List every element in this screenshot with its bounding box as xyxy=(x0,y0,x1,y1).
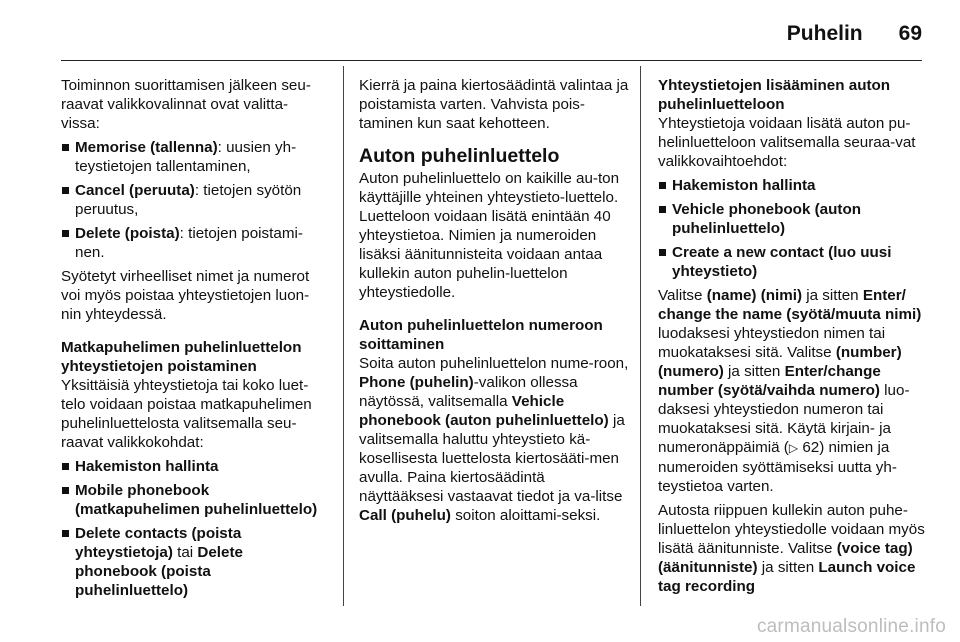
text-run: Valitse xyxy=(658,287,707,304)
menu-label: (voice tag) (äänitunniste) xyxy=(658,540,913,576)
option-description: : tietojen poistami-nen. xyxy=(75,225,303,261)
intro-paragraph: Kierrä ja paina kiertosäädintä valintaa ja poistamista varten. Vahvista pois-taminen kun saat kehotteen. xyxy=(359,77,629,132)
text-run: ja sitten xyxy=(802,287,863,304)
page-number: 69 xyxy=(898,22,922,45)
text-run: Soita auton puhelinluettelon nume-roon, xyxy=(359,355,629,372)
column-2 xyxy=(359,76,629,530)
intro-paragraph: Yhteystietoja voidaan lisätä auton pu-helinluetteloon valitsemalla seuraa-vat valikkovaihtoehdot: xyxy=(658,115,916,170)
section-heading: Auton puhelinluettelo xyxy=(359,145,560,167)
menu-path-label: Delete phonebook (poista puhelinluettelo) xyxy=(75,544,243,599)
text-run: luodaksesi yhteystiedon nimen tai muokataksesi sitä. Valitse xyxy=(658,325,886,361)
list-item xyxy=(61,524,326,600)
section-subheading: Auton puhelinluettelon numeroon soittaminen xyxy=(359,317,603,353)
option-description: : tietojen syötön peruutus, xyxy=(75,182,302,218)
menu-path-label: Hakemiston hallinta xyxy=(75,458,219,475)
menu-path-label: Mobile phonebook (matkapuhelimen puhelinluettelo) xyxy=(75,482,318,518)
menu-label: Vehicle phonebook (auton puhelinluettelo) xyxy=(359,393,609,429)
body-paragraph: Yksittäisiä yhteystietoja tai koko luet-telo voidaan poistaa matkapuhelimen puhelinluettelosta valitsemalla seu-raavat valikkokohdat: xyxy=(61,377,312,451)
column-1 xyxy=(61,76,326,605)
menu-path-label: Create a new contact (luo uusi yhteystieto) xyxy=(672,244,892,280)
option-label: Memorise (tallenna) xyxy=(75,139,218,156)
menu-label: Enter/ change the name (syötä/muuta nimi) xyxy=(658,287,922,323)
body-paragraph xyxy=(658,286,926,496)
text-run: Autosta riippuen kullekin auton puhe-linluettelon yhteystiedolle voidaan myös lisätä äänitunniste. Valitse xyxy=(658,502,925,557)
text-run: 62) nimien ja numeroiden syöttämiseksi uutta yh-teystietoa varten. xyxy=(658,439,897,495)
column-divider-2 xyxy=(640,66,641,606)
text-run: ja sitten xyxy=(757,559,819,576)
text-run: ja valitsemalla haluttu yhteystieto kä-kosellisesta luettelosta kiertosääti-men avulla. Paina kiertosäädintä näyttääksesi vastaavat tiedot ja va-litse xyxy=(359,412,625,505)
page-reference-icon: ▷ xyxy=(788,441,799,455)
intro-paragraph: Toiminnon suorittamisen jälkeen seu-raavat valikkovalinnat ovat valitta-vissa: xyxy=(61,77,311,132)
menu-label: Call (puhelu) xyxy=(359,507,451,524)
column-divider-1 xyxy=(343,66,344,606)
body-paragraph: Auton puhelinluettelo on kaikille au-ton käyttäjille yhteinen yhteystieto-luettelo. Luetteloon voidaan lisätä enintään 40 yhteystietoa. Nimien ja numeroiden lisäksi äänitunnisteita voidaan antaa kullekin auton puhelin-luettelon yhteystiedolle. xyxy=(359,170,620,301)
column-3 xyxy=(658,76,926,601)
list-item xyxy=(658,176,926,195)
menu-path-label: Delete contacts (poista yhteystietoja) xyxy=(75,525,242,561)
list-item xyxy=(61,138,326,176)
option-label: Delete (poista) xyxy=(75,225,180,242)
list-item xyxy=(658,200,926,238)
option-label: Cancel (peruuta) xyxy=(75,182,195,199)
list-item xyxy=(61,457,326,476)
section-subheading: Yhteystietojen lisääminen auton puhelinluetteloon xyxy=(658,77,891,113)
header-divider xyxy=(61,60,922,61)
menu-label: Enter/change number (syötä/vaihda numero) xyxy=(658,363,881,399)
list-item xyxy=(658,243,926,281)
list-item xyxy=(61,224,326,262)
menu-label: Launch voice tag recording xyxy=(658,559,916,595)
section-subheading: Matkapuhelimen puhelinluettelon yhteystietojen poistaminen xyxy=(61,339,302,375)
menu-path-label: Vehicle phonebook (auton puhelinluettelo) xyxy=(672,201,862,237)
watermark-text: carmanualsonline.info xyxy=(756,616,946,637)
conjunction-text: tai xyxy=(172,544,198,561)
page-header xyxy=(787,18,922,50)
text-run: ja sitten xyxy=(723,363,785,380)
body-paragraph xyxy=(658,501,926,596)
body-paragraph: Syötetyt virheelliset nimet ja numerot voi myös poistaa yhteystietojen luon-nin yhteydessä. xyxy=(61,268,310,323)
menu-label: Phone (puhelin) xyxy=(359,374,474,391)
page-title: Puhelin xyxy=(786,22,863,45)
menu-path-label: Hakemiston hallinta xyxy=(672,177,816,194)
text-run: -valikon ollessa näytössä, valitsemalla xyxy=(359,374,578,410)
option-description: : uusien yh-teystietojen tallentaminen, xyxy=(75,139,297,175)
menu-label: (name) (nimi) xyxy=(706,287,803,304)
body-paragraph xyxy=(359,354,629,525)
text-run: soiton aloittami-seksi. xyxy=(450,507,601,524)
text-run: luo-daksesi yhteystiedon numeron tai muokataksesi sitä. Käytä kirjain- ja numeronäppäimiä ( xyxy=(658,382,910,456)
list-item xyxy=(61,181,326,219)
menu-label: (number) (numero) xyxy=(658,344,902,380)
list-item xyxy=(61,481,326,519)
